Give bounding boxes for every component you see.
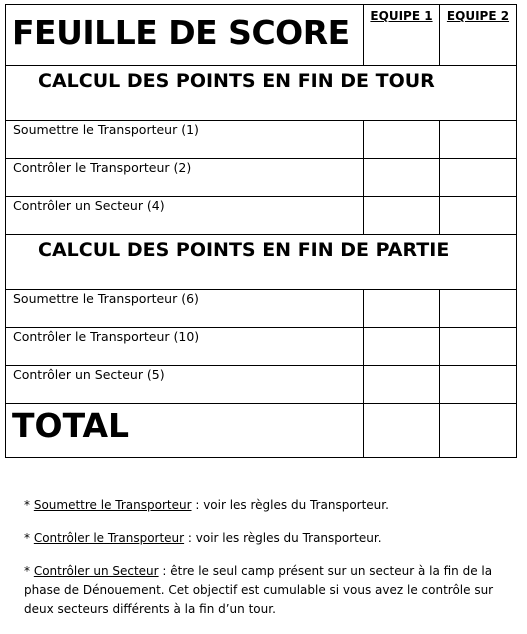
- table-row: [6, 159, 517, 197]
- team2-total-cell[interactable]: [440, 404, 517, 458]
- team2-score-cell[interactable]: [440, 290, 517, 328]
- table-row: [6, 328, 517, 366]
- team1-score-cell[interactable]: [364, 290, 440, 328]
- footnote-term: Contrôler le Transporteur: [33, 531, 185, 545]
- score-item-label: Soumettre le Transporteur (6): [13, 291, 199, 306]
- section-title-row: [6, 235, 517, 290]
- team1-header-cell: [364, 5, 440, 66]
- team1-score-cell[interactable]: [364, 197, 440, 235]
- footnotes: [24, 496, 514, 633]
- table-row: [6, 366, 517, 404]
- team1-total-cell[interactable]: [364, 404, 440, 458]
- team1-header: EQUIPE 1: [370, 9, 433, 23]
- footnote-text: : voir les règles du Transporteur.: [191, 498, 389, 512]
- sheet-title-cell: [6, 5, 364, 66]
- footnote: [24, 496, 514, 515]
- section-title-cell: [6, 66, 517, 121]
- total-row: [6, 404, 517, 458]
- footnote-text: : être le seul camp présent sur un secteur à la fin de la phase de Dénouement. Cet objectif est cumulable si vous avez le contrôle sur deux secteurs différents à la fin d’un tour.: [24, 564, 494, 616]
- sheet-title: FEUILLE DE SCORE: [12, 13, 350, 52]
- team2-header: EQUIPE 2: [446, 9, 510, 23]
- footnote-star: *: [24, 498, 34, 512]
- footnote: [24, 529, 514, 548]
- team2-score-cell[interactable]: [440, 366, 517, 404]
- score-item-label: Contrôler le Transporteur (2): [13, 160, 192, 175]
- footnote: [24, 562, 514, 619]
- team1-score-cell[interactable]: [364, 159, 440, 197]
- section-title-cell: [6, 235, 517, 290]
- section-title-end-of-turn: CALCUL DES POINTS EN FIN DE TOUR: [38, 70, 435, 92]
- team2-header-cell: [440, 5, 517, 66]
- team2-score-cell[interactable]: [440, 121, 517, 159]
- score-item-label: Contrôler un Secteur (5): [13, 367, 165, 382]
- footnote-term: Soumettre le Transporteur: [33, 498, 192, 512]
- footnote-text: : voir les règles du Transporteur.: [184, 531, 382, 545]
- team1-score-cell[interactable]: [364, 366, 440, 404]
- score-sheet-table: [5, 4, 517, 458]
- score-item-label: Contrôler un Secteur (4): [13, 198, 165, 213]
- team2-score-cell[interactable]: [440, 328, 517, 366]
- team1-score-cell[interactable]: [364, 328, 440, 366]
- total-label: TOTAL: [12, 406, 130, 445]
- footnote-star: *: [24, 531, 34, 545]
- table-row: [6, 121, 517, 159]
- section-title-row: [6, 66, 517, 121]
- table-row: [6, 197, 517, 235]
- score-item-label: Soumettre le Transporteur (1): [13, 122, 199, 137]
- team2-score-cell[interactable]: [440, 197, 517, 235]
- footnote-term: Contrôler un Secteur: [33, 564, 159, 578]
- header-row: [6, 5, 517, 66]
- team1-score-cell[interactable]: [364, 121, 440, 159]
- team2-score-cell[interactable]: [440, 159, 517, 197]
- score-item-label: Contrôler le Transporteur (10): [13, 329, 200, 344]
- footnote-star: *: [24, 564, 34, 578]
- table-row: [6, 290, 517, 328]
- section-title-end-of-game: CALCUL DES POINTS EN FIN DE PARTIE: [38, 239, 450, 261]
